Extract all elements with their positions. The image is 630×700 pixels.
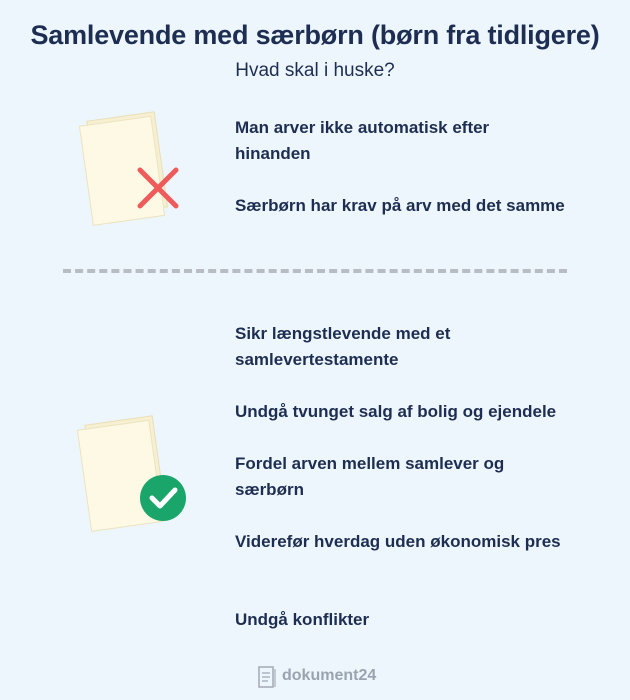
page-subtitle: Hvad skal i huske? — [235, 60, 395, 81]
document-cross-icon — [78, 110, 188, 230]
positive-item: Fordel arven mellem samlever og særbørn — [235, 454, 505, 499]
negative-item: Særbørn har krav på arv med det samme — [235, 196, 565, 215]
positive-item: Viderefør hverdag uden økonomisk pres — [235, 532, 561, 551]
footer-brand: dokument24 — [282, 667, 377, 684]
document-check-icon — [76, 414, 192, 538]
page-title: Samlevende med særbørn (børn fra tidligere) — [30, 20, 600, 50]
negative-item: Man arver ikke automatisk efter hinanden — [235, 118, 490, 163]
positive-item: Undgå konflikter — [235, 610, 370, 629]
section-divider — [63, 269, 567, 273]
positive-item: Sikr længstlevende med et samlevertestamente — [235, 324, 451, 369]
document-logo-icon — [256, 665, 278, 691]
positive-item: Undgå tvunget salg af bolig og ejendele — [235, 402, 557, 421]
